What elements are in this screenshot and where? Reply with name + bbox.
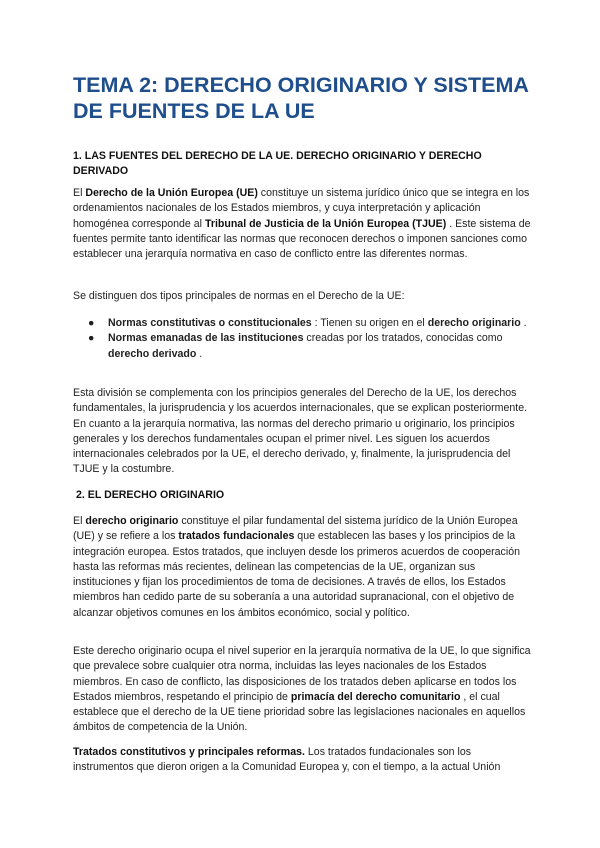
text-run: constituye un sistema jurídico único que se integra en los ordenamientos nacionales de los Estados miembros, y cuya interpretación y aplicación homogénea corresponde al: [73, 187, 530, 230]
text-run: . Este sistema de fuentes permite tanto identificar las normas que reconocen derechos o imponen sanciones como establecer una jerarquía normativa en caso de conflicto entre las diferentes normas.: [73, 217, 531, 261]
bullet-icon: ●: [88, 317, 95, 329]
bold-term: derecho originario: [427, 317, 521, 329]
bullet-icon: ●: [88, 332, 95, 345]
section-2-paragraph-2: [73, 644, 533, 736]
section-1-heading: 1. LAS FUENTES DEL DERECHO DE LA UE. DERECHO ORIGINARIO Y DERECHO DERIVADO: [73, 150, 482, 177]
text-run: Este derecho originario ocupa el nivel superior en la jerarquía normativa de la UE, lo que significa que prevalece sobre cualquier otra norma, incluidas las leyes nacionales de los Estados miembros. En caso de conflicto, las disposiciones de los tratados deben aplicarse en todos los Estados miembros, respetando el principio de: [73, 645, 531, 703]
bold-term-tjue: Tribunal de Justicia de la Unión Europea (TJUE): [204, 217, 447, 230]
section-1-paragraph-2: Se distinguen dos tipos principales de normas en el Derecho de la UE:: [73, 290, 405, 302]
text-run: que establecen las bases y los principios de la integración europea. Estos tratados, que incluyen desde los primeros acuerdos de cooperación hasta las reformas más recientes, delinean las competencias de la UE, organizan sus instituciones y fijan los procedimientos de toma de decisiones. A través de ellos, los Estados miembros han cedido parte de su soberanía a una autoridad supranacional, con el objetivo de alcanzar objetivos comunes en los ámbitos económico, social y político.: [73, 530, 520, 619]
section-1-paragraph-3: Esta división se complementa con los principios generales del Derecho de la UE, los derechos fundamentales, la jurisprudencia y los acuerdos internacionales, que se explican posteriormente. En cuanto a la jerarquía normativa, las normas del derecho primario u originario, los principios generales y los derechos fundamentales ocupan el primer nivel. Les siguen los acuerdos internacionales celebrados por la UE, el derecho derivado, y, finalmente, la jurisprudencia del TJUE y la costumbre.: [73, 387, 528, 476]
section-2-paragraph-1: [73, 514, 533, 621]
text-run: El: [73, 515, 86, 527]
text-run: constituye el pilar fundamental del sistema jurídico de la Unión Europea (UE) y se refiere a los: [73, 515, 518, 543]
norm-types-list: [73, 316, 533, 362]
text-run: Los tratados fundacionales son los instrumentos que dieron origen a la Comunidad Europea y, con el tiempo, a la actual Unión: [73, 746, 501, 774]
list-item: [73, 316, 533, 331]
bold-term-derecho-originario: derecho originario: [85, 515, 179, 527]
bold-term: Normas emanadas de las instituciones: [108, 332, 304, 345]
text-run: , el cual establece que el derecho de la UE tiene prioridad sobre las legislaciones nacionales en aquellos ámbitos de competencia de la Unión.: [73, 690, 526, 734]
list-item: [73, 331, 533, 362]
text-run: .: [520, 317, 527, 329]
section-1-paragraph-1: [73, 186, 533, 262]
text-run: El: [73, 187, 86, 199]
text-run: .: [196, 347, 203, 360]
bold-term: derecho derivado: [108, 347, 197, 360]
bold-term: Normas constitutivas o constitucionales: [108, 317, 312, 329]
section-2-paragraph-3: [73, 745, 533, 776]
bold-term-derecho-ue: Derecho de la Unión Europea (UE): [85, 187, 258, 199]
bold-term-primacia: primacía del derecho comunitario: [290, 690, 461, 703]
section-2-heading: 2. EL DERECHO ORIGINARIO: [76, 489, 225, 501]
document-title: TEMA 2: DERECHO ORIGINARIO Y SISTEMA DE FUENTES DE LA UE: [73, 73, 529, 123]
bold-lead-in: Tratados constitutivos y principales reformas.: [73, 746, 305, 758]
bold-term-tratados: tratados fundacionales: [178, 530, 295, 543]
text-run: : Tienen su origen en el: [311, 317, 428, 329]
text-run: creadas por los tratados, conocidas como: [303, 332, 503, 345]
